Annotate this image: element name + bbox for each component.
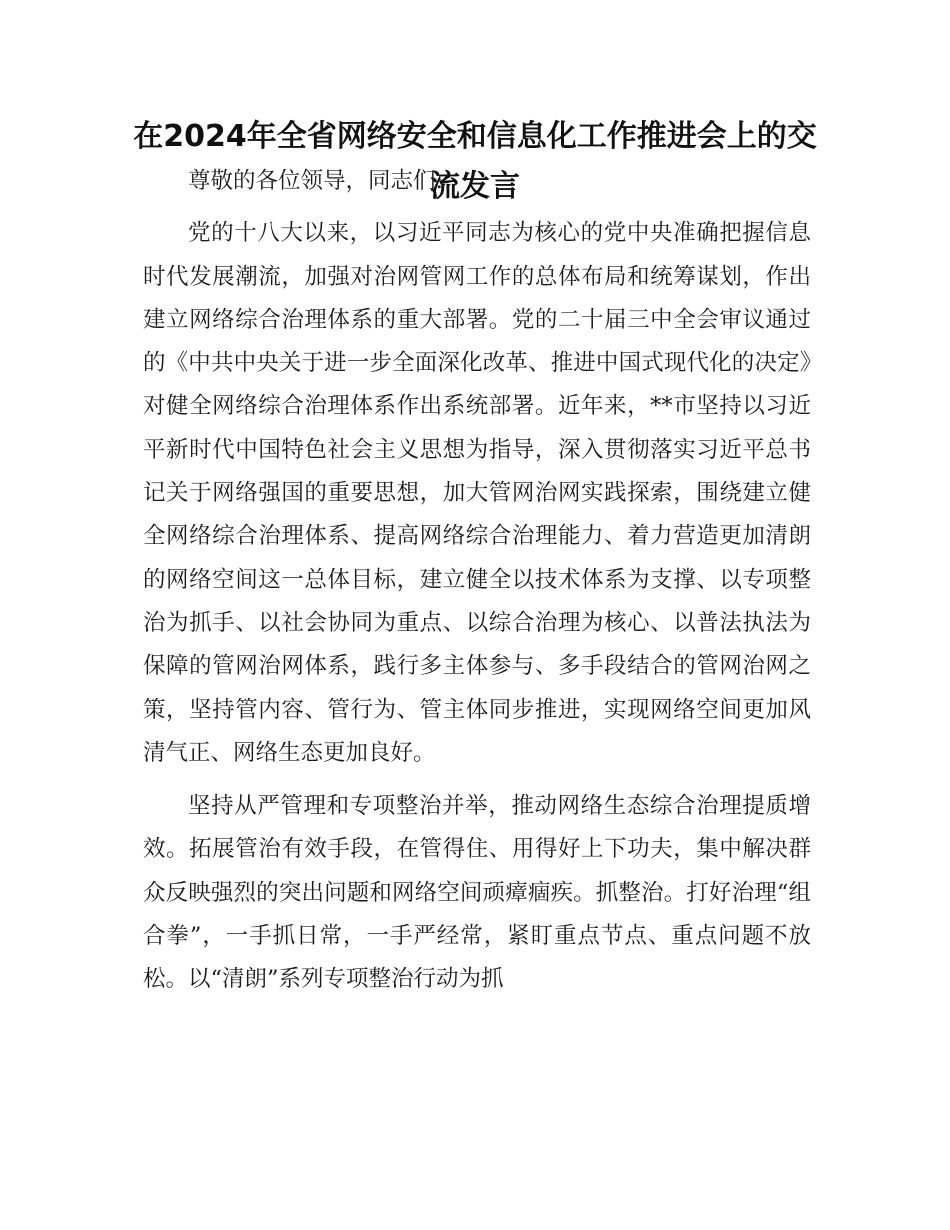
document-body — [143, 160, 811, 1002]
salutation: 尊敬的各位领导，同志们: — [188, 168, 444, 194]
paragraph-2: 坚持从严管理和专项整治并举，推动网络生态综合治理提质增效。拓展管治有效手段，在管得住、用得好上下功夫，集中解决群众反映强烈的突出问题和网络空间顽瘴痼疾。抓整治。打好治理“组合拳”，一手抓日常，一手严经常，紧盯重点节点、重点问题不放松。以“清朗”系列专项整治行动为抓 — [143, 793, 811, 993]
document-title: 在2024年全省网络安全和信息化工作推进会上的交流发言 — [133, 119, 817, 204]
paragraph-1: 党的十八大以来，以习近平同志为核心的党中央准确把握信息时代发展潮流，加强对治网管网工作的总体布局和统筹谋划，作出建立网络综合治理体系的重大部署。党的二十届三中全会审议通过的《中共中央关于进一步全面深化改革、推进中国式现代化的决定》对健全网络综合治理体系作出系统部署。近年来，**市坚持以习近平新时代中国特色社会主义思想为指导，深入贯彻落实习近平总书记关于网络强国的重要思想，加大管网治网实践探索，围绕建立健全网络综合治理体系、提高网络综合治理能力、着力营造更加清朗的网络空间这一总体目标，建立健全以技术体系为支撑、以专项整治为抓手、以社会协同为重点、以综合治理为核心、以普法执法为保障的管网治网体系，践行多主体参与、多手段结合的管网治网之策，坚持管内容、管行为、管主体同步推进，实现网络空间更加风清气正、网络生态更加良好。 — [143, 220, 811, 766]
